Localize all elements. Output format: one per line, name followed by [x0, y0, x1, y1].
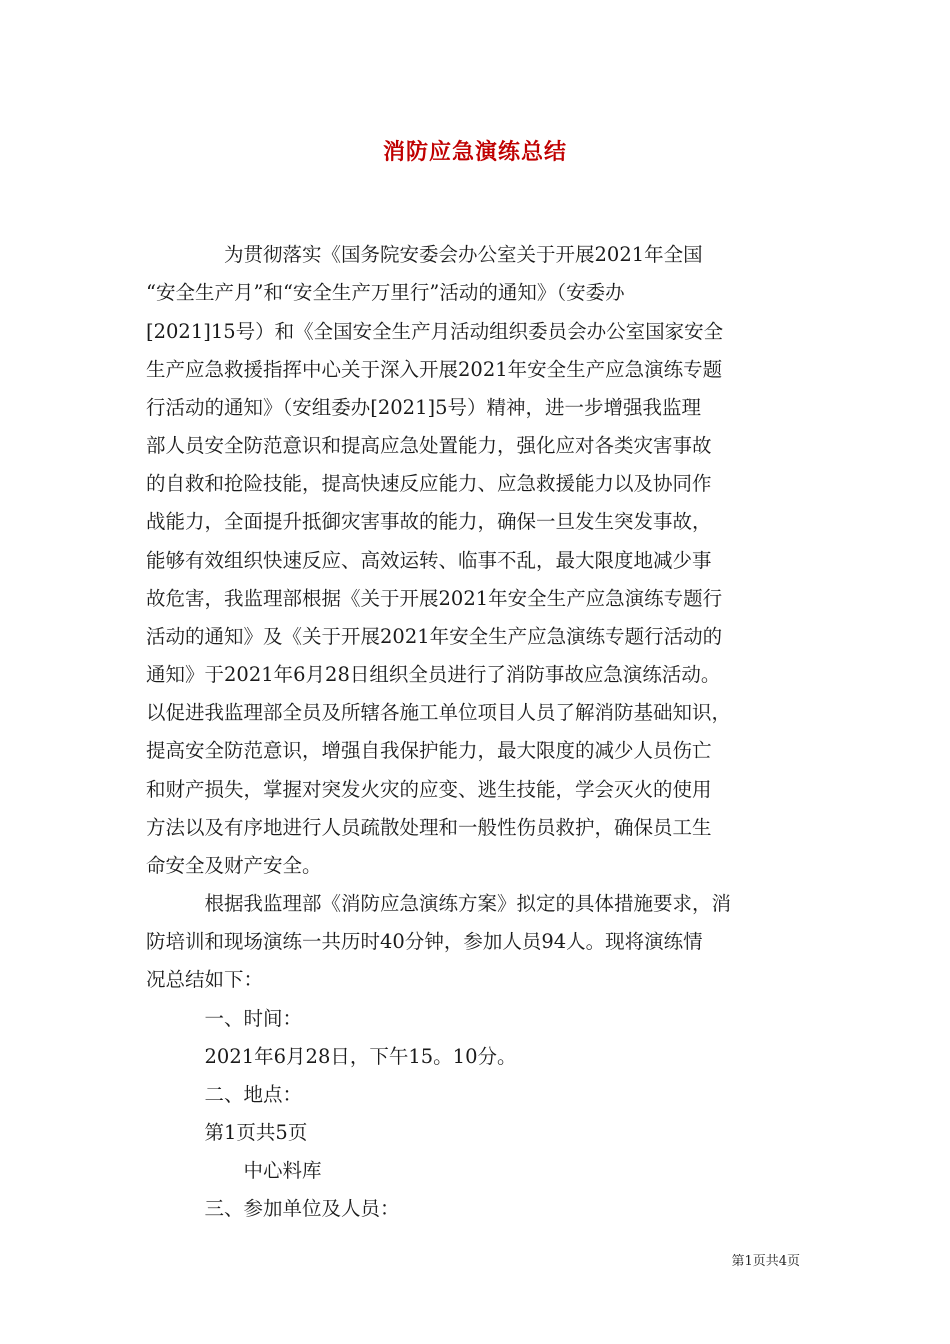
document-title: 消防应急演练总结 — [382, 139, 567, 165]
paragraph-line: 2021年6月28日，下午15。10分。 — [146, 1045, 517, 1068]
paragraph-line: 战能力，全面提升抵御灾害事故的能力，确保一旦发生突发事故， — [146, 510, 712, 533]
section-heading: 一、时间： — [146, 1007, 303, 1030]
paragraph-line: 命安全及财产安全。 — [146, 854, 322, 877]
paragraph-line: 为贯彻落实《国务院安委会办公室关于开展2021年全国 — [146, 243, 703, 266]
paragraph-line: 行活动的通知》（安组委办[2021]5号）精神，进一步增强我监理 — [146, 396, 701, 419]
paragraph-line: 以促进我监理部全员及所辖各施工单位项目人员了解消防基础知识， — [146, 701, 732, 724]
inline-page-number: 第1页共5页 — [146, 1121, 308, 1144]
paragraph-line: 防培训和现场演练一共历时40分钟，参加人员94人。现将演练情 — [146, 930, 703, 953]
paragraph-line: 生产应急救援指挥中心关于深入开展2021年安全生产应急演练专题 — [146, 358, 723, 381]
paragraph-line: 的自救和抢险技能，提高快速反应能力、应急救援能力以及协同作 — [146, 472, 712, 495]
paragraph-line: 中心料库 — [146, 1159, 322, 1182]
paragraph-line: 能够有效组织快速反应、高效运转、临事不乱，最大限度地减少事 — [146, 549, 712, 572]
paragraph-line: 和财产损失，掌握对突发火灾的应变、逃生技能，学会灭火的使用 — [146, 778, 712, 801]
paragraph-line: “安全生产月”和“安全生产万里行”活动的通知》（安委办 — [146, 281, 625, 304]
paragraph-line: 方法以及有序地进行人员疏散处理和一般性伤员救护，确保员工生 — [146, 816, 712, 839]
paragraph-line: 部人员安全防范意识和提高应急处置能力，强化应对各类灾害事故 — [146, 434, 712, 457]
paragraph-line: 提高安全防范意识，增强自我保护能力，最大限度的减少人员伤亡 — [146, 739, 712, 762]
paragraph-line: 故危害，我监理部根据《关于开展2021年安全生产应急演练专题行 — [146, 587, 723, 610]
page-footer: 第1页共4页 — [731, 1254, 800, 1269]
paragraph-line: [2021]15号）和《全国安全生产月活动组织委员会办公室国家安全 — [146, 320, 724, 343]
paragraph-line: 根据我监理部《消防应急演练方案》拟定的具体措施要求，消 — [146, 892, 732, 915]
section-heading: 三、参加单位及人员： — [146, 1197, 400, 1220]
paragraph-line: 活动的通知》及《关于开展2021年安全生产应急演练专题行活动的 — [146, 625, 723, 648]
section-heading: 二、地点： — [146, 1083, 303, 1106]
paragraph-line: 况总结如下： — [146, 968, 264, 991]
paragraph-line: 通知》于2021年6月28日组织全员进行了消防事故应急演练活动。 — [146, 663, 721, 686]
